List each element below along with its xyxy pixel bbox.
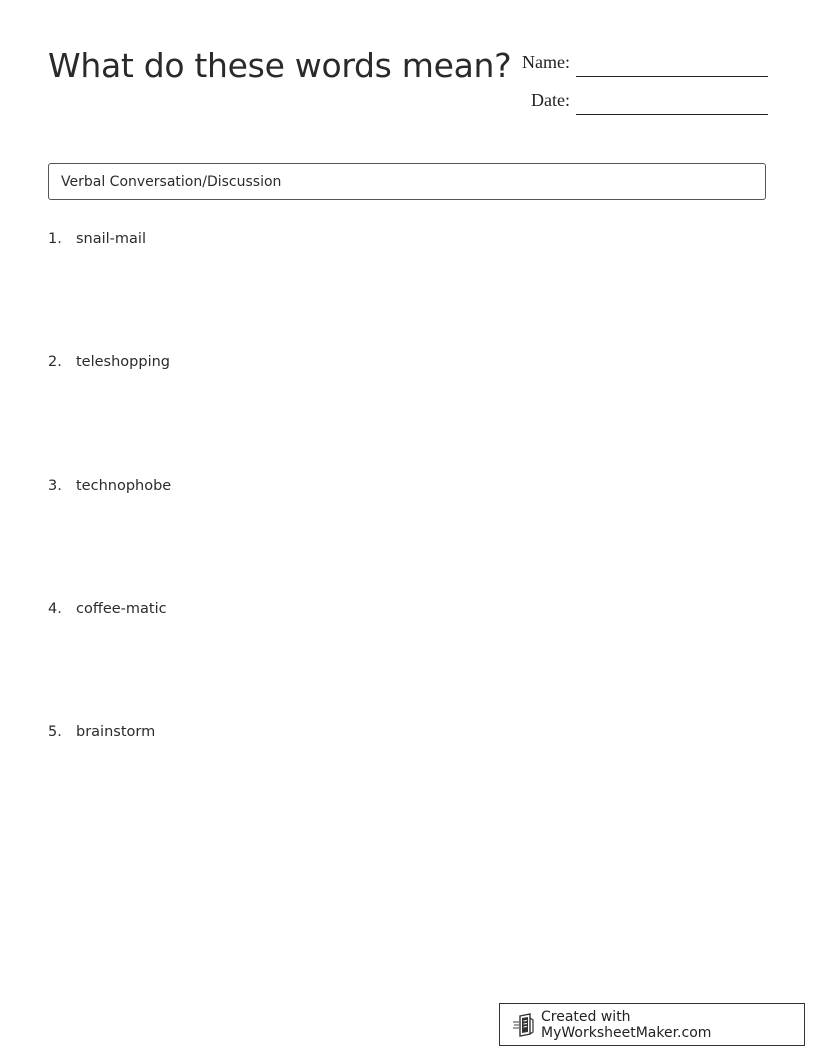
question-word: coffee-matic (76, 600, 167, 617)
question-number: 2. (48, 354, 62, 371)
footer-text: Created with MyWorksheetMaker.com (541, 1008, 712, 1041)
worksheet-maker-logo-icon (512, 1013, 536, 1037)
question-number: 1. (48, 231, 62, 247)
date-line[interactable] (576, 114, 768, 115)
question-item (48, 478, 766, 601)
question-word: teleshopping (76, 354, 171, 371)
question-item (48, 724, 766, 847)
name-label: Name: (522, 52, 570, 72)
question-number: 3. (48, 477, 62, 494)
topic-box (48, 163, 766, 200)
question-number: 4. (48, 600, 62, 617)
topic-label: Verbal Conversation/Discussion (61, 173, 282, 190)
date-label: Date: (531, 90, 570, 110)
question-item (48, 231, 766, 354)
question-number: 5. (48, 724, 62, 741)
footer-badge[interactable] (499, 1003, 805, 1046)
date-field[interactable] (500, 88, 768, 118)
name-line[interactable] (576, 76, 768, 77)
question-list (48, 231, 766, 847)
question-word: snail-mail (76, 231, 146, 247)
question-word: brainstorm (76, 724, 156, 741)
name-field[interactable] (500, 50, 768, 80)
question-item (48, 354, 766, 477)
page-title: What do these words mean? (48, 46, 512, 85)
question-word: technophobe (76, 477, 172, 494)
question-item (48, 601, 766, 724)
